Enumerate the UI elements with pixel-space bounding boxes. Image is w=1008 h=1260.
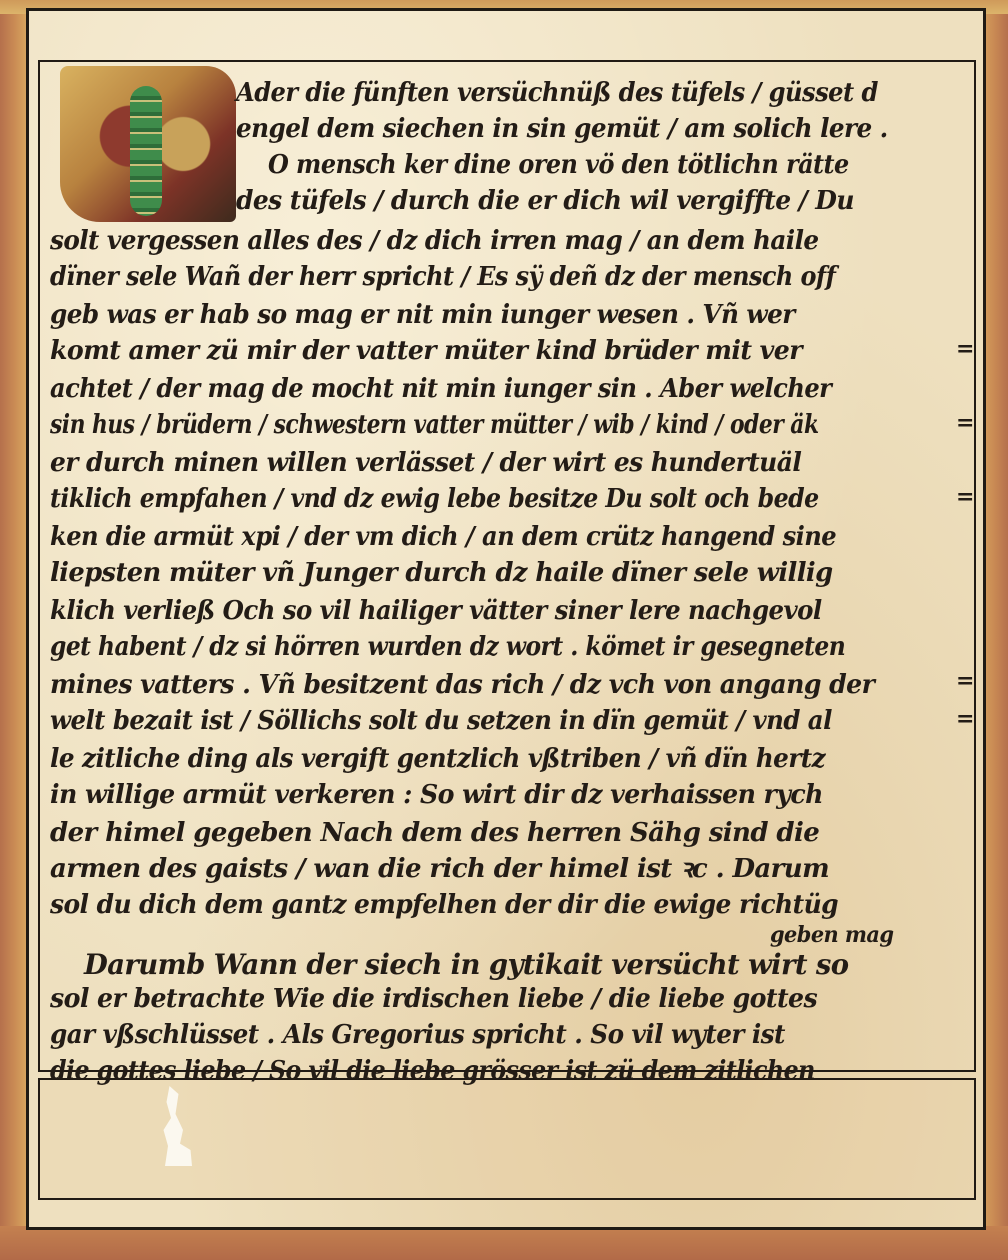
text-line: komt amer zü mir der vatter müter kind brüder mit ver (50, 336, 802, 366)
text-line: Darumb Wann der siech in gytikait versücht wirt so (84, 948, 849, 981)
text-line: Ader die fünften versüchnüß des tüfels / güsset d (236, 78, 878, 108)
manuscript-text (50, 68, 966, 1086)
text-line: get habent / dz si hörren wurden dz wort . kömet ir gesegneten (50, 632, 846, 662)
line-end-mark: = (956, 484, 975, 510)
text-line: tiklich empfahen / vnd dz ewig lebe besitze Du solt och bede (50, 484, 819, 514)
text-line: achtet / der mag de mocht nit min iunger sin . Aber welcher (50, 374, 832, 404)
line-end-mark: = (956, 706, 975, 732)
text-line: des tüfels / durch die er dich wil vergiffte / Du (236, 186, 854, 216)
text-line: welt bezait ist / Söllichs solt du setzen in dïn gemüt / vnd al (50, 706, 832, 736)
frame-bottom-band (0, 1226, 1008, 1260)
text-line: armen des gaists / wan die rich der himel ist ꝛc . Darum (50, 854, 829, 884)
text-line: der himel gegeben Nach dem des herren Sähg sind die (50, 818, 820, 848)
text-line: sin hus / brüdern / schwestern vatter mütter / wib / kind / oder äk (50, 410, 819, 440)
text-line: geben mag (770, 922, 894, 948)
text-line: klich verließ Och so vil hailiger vätter siner lere nachgevol (50, 596, 822, 626)
text-line: engel dem siechen in sin gemüt / am solich lere . (236, 114, 888, 144)
text-line: O mensch ker dine oren vö den tötlichn rätte (268, 150, 849, 180)
text-line: die gottes liebe / So vil die liebe grösser ist zü dem zitlichen (50, 1056, 815, 1086)
text-line: sol er betrachte Wie die irdischen liebe / die liebe gottes (50, 984, 818, 1014)
text-line: er durch minen willen verlässet / der wirt es hundertuäl (50, 448, 802, 478)
text-line: dïner sele Wañ der herr spricht / Es sÿ deñ dz der mensch off (50, 262, 836, 292)
text-line: geb was er hab so mag er nit min iunger wesen . Vñ wer (50, 300, 795, 330)
text-line: liepsten müter vñ Junger durch dz haile dïner sele willig (50, 558, 833, 588)
text-line: le zitliche ding als vergift gentzlich vßtriben / vñ dïn hertz (50, 744, 826, 774)
line-end-mark: = (956, 668, 975, 694)
text-line: gar vßschlüsset . Als Gregorius spricht . So vil wyter ist (50, 1020, 785, 1050)
line-end-mark: = (956, 336, 975, 362)
text-line: solt vergessen alles des / dz dich irren mag / an dem haile (50, 226, 819, 256)
text-line: in willige armüt verkeren : So wirt dir dz verhaissen rych (50, 780, 823, 810)
text-line: sol du dich dem gantz empfelhen der dir die ewige richtüg (50, 890, 839, 920)
line-end-mark: = (956, 410, 975, 436)
text-line: ken die armüt xpi / der vm dich / an dem crütz hangend sine (50, 522, 837, 552)
text-line: mines vatters . Vñ besitzent das rich / dz vch von angang der (50, 670, 875, 700)
